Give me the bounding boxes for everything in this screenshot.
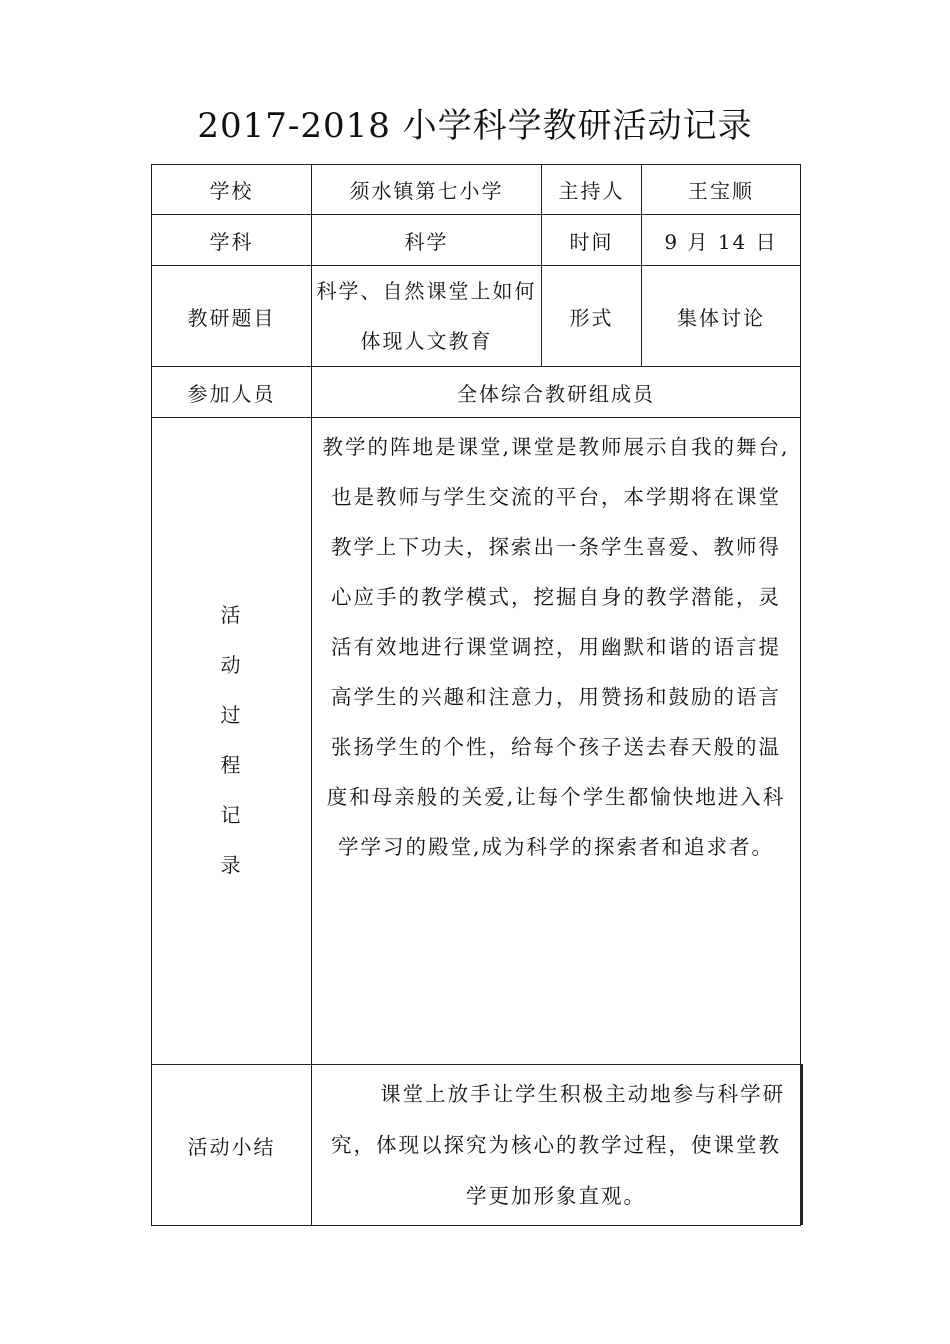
topic-line-2: 体现人文教育 bbox=[360, 329, 493, 353]
host-value: 王宝顺 bbox=[642, 165, 801, 215]
process-label-char: 录 bbox=[220, 853, 243, 877]
host-label: 主持人 bbox=[542, 165, 642, 215]
process-label-char: 活 bbox=[220, 603, 243, 627]
process-label-char: 记 bbox=[220, 803, 243, 827]
topic-label: 教研题目 bbox=[152, 266, 312, 367]
school-value: 须水镇第七小学 bbox=[312, 165, 542, 215]
process-label-char: 过 bbox=[220, 703, 243, 727]
page-title: 2017-2018 小学科学教研活动记录 bbox=[197, 106, 753, 146]
row-school bbox=[152, 165, 801, 215]
subject-label: 学科 bbox=[152, 215, 312, 266]
subject-value: 科学 bbox=[312, 215, 542, 266]
process-label-char: 动 bbox=[220, 653, 243, 677]
process-label-vertical bbox=[152, 418, 311, 1064]
row-subject bbox=[152, 215, 801, 266]
topic-line-1: 科学、自然课堂上如何 bbox=[316, 279, 537, 303]
process-label-char: 程 bbox=[220, 753, 243, 777]
school-label: 学校 bbox=[152, 165, 312, 215]
process-label bbox=[152, 418, 312, 1065]
topic-value bbox=[312, 266, 542, 367]
form-label: 形式 bbox=[542, 266, 642, 367]
table-right-edge-line bbox=[801, 1064, 803, 1225]
row-summary bbox=[152, 1065, 801, 1226]
participants-label: 参加人员 bbox=[152, 367, 312, 418]
row-process bbox=[152, 418, 801, 1065]
summary-label: 活动小结 bbox=[152, 1065, 312, 1226]
summary-text: 课堂上放手让学生积极主动地参与科学研究，体现以探究为核心的教学过程，使课堂教学更加形象直观。 bbox=[312, 1065, 801, 1226]
process-text: 教学的阵地是课堂,课堂是教师展示自我的舞台,也是教师与学生交流的平台，本学期将在课堂教学上下功夫，探索出一条学生喜爱、教师得心应手的教学模式，挖掘自身的教学潜能，灵活有效地进行课堂调控，用幽默和谐的语言提高学生的兴趣和注意力，用赞扬和鼓励的语言张扬学生的个性，给每个孩子送去春天般的温度和母亲般的关爱,让每个学生都愉快地进入科学学习的殿堂,成为科学的探索者和追求者。 bbox=[312, 418, 801, 1065]
record-table bbox=[151, 164, 801, 1226]
participants-value: 全体综合教研组成员 bbox=[312, 367, 801, 418]
time-value: 9 月 14 日 bbox=[642, 215, 801, 266]
form-value: 集体讨论 bbox=[642, 266, 801, 367]
row-participants bbox=[152, 367, 801, 418]
time-label: 时间 bbox=[542, 215, 642, 266]
row-topic bbox=[152, 266, 801, 367]
